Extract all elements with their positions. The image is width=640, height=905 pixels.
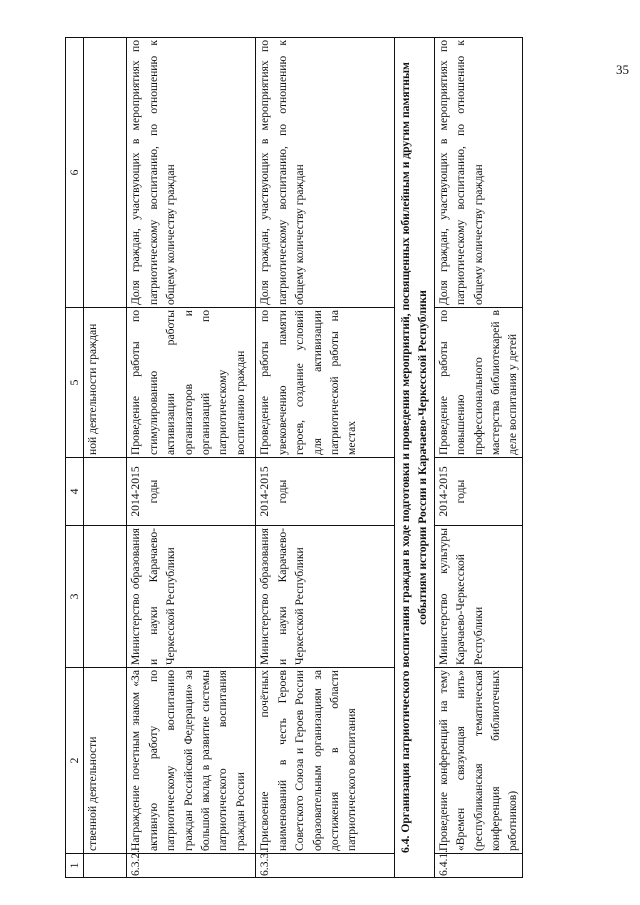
executor-cell: Министерство образования и науки Карачаево-Черкесской Республики	[256, 526, 395, 668]
period-cell: 2014-2015 годы	[127, 458, 256, 526]
measure-cell: ственной деятельности	[84, 668, 127, 854]
header-cell: 6	[66, 38, 84, 308]
row-number-cell: 6.4.1.	[434, 854, 522, 878]
table-row	[256, 38, 395, 878]
mechanism-cell: Проведение работы по увековечению памяти героев, создание условий для активизации патриотической работы на местах	[256, 308, 395, 458]
measure-cell: Присвоение почётных наименований в честь Героев Советского Союза и Героев России образовательным организациям за достижения в области патриотического воспитания	[256, 668, 395, 854]
executor-cell	[84, 526, 127, 668]
table-row-continuation	[84, 38, 127, 878]
rotated-table-container	[65, 38, 575, 878]
table-row	[127, 38, 256, 878]
table-row	[434, 38, 522, 878]
row-number-cell: 6.3.3.	[256, 854, 395, 878]
executor-cell: Министерство образования и науки Карачаево-Черкесской Республики	[127, 526, 256, 668]
table-header-row	[66, 38, 84, 878]
period-cell	[84, 458, 127, 526]
indicator-cell	[84, 38, 127, 308]
indicator-cell: Доля граждан, участвующих в мероприятиях по патриотическому воспитанию, по отношению к общему количеству граждан	[434, 38, 522, 308]
measure-cell: Проведение конференций на тему «Времен связующая нить» (республиканская тематическая конференция библиотечных работников)	[434, 668, 522, 854]
period-cell: 2014-2015 годы	[434, 458, 522, 526]
mechanism-cell: ной деятельности граждан	[84, 308, 127, 458]
measure-cell: Награждение почетным знаком «За активную работу по патриотическому воспитанию граждан Российской Федерации» за большой вклад в развитие системы патриотического воспитания граждан России	[127, 668, 256, 854]
indicator-cell: Доля граждан, участвующих в мероприятиях по патриотическому воспитанию, по отношению к общему количеству граждан	[127, 38, 256, 308]
row-number-cell: 6.3.2.	[127, 854, 256, 878]
header-cell: 1	[66, 854, 84, 878]
section-title: 6.4. Организация патриотического воспитания граждан в ходе подготовки и проведения мероприятий, посвященных юбилейным и другим памятным событиям истории России и Карачаево-Черкесской Республики	[395, 38, 434, 878]
row-number-cell	[84, 854, 127, 878]
page-number: 35	[616, 62, 629, 77]
header-cell: 3	[66, 526, 84, 668]
mechanism-cell: Проведение работы по повышению профессионального мастерства библиотекарей в деле воспитания у детей	[434, 308, 522, 458]
measures-table	[65, 37, 523, 878]
section-header-row	[395, 38, 434, 878]
header-cell: 2	[66, 668, 84, 854]
header-cell: 4	[66, 458, 84, 526]
mechanism-cell: Проведение работы по стимулированию активизации работы организаторов и организаций по патриотическому воспитанию граждан	[127, 308, 256, 458]
indicator-cell: Доля граждан, участвующих в мероприятиях по патриотическому воспитанию, по отношению к общему количеству граждан	[256, 38, 395, 308]
period-cell: 2014-2015 годы	[256, 458, 395, 526]
executor-cell: Министерство культуры Карачаево-Черкесской Республики	[434, 526, 522, 668]
header-cell: 5	[66, 308, 84, 458]
